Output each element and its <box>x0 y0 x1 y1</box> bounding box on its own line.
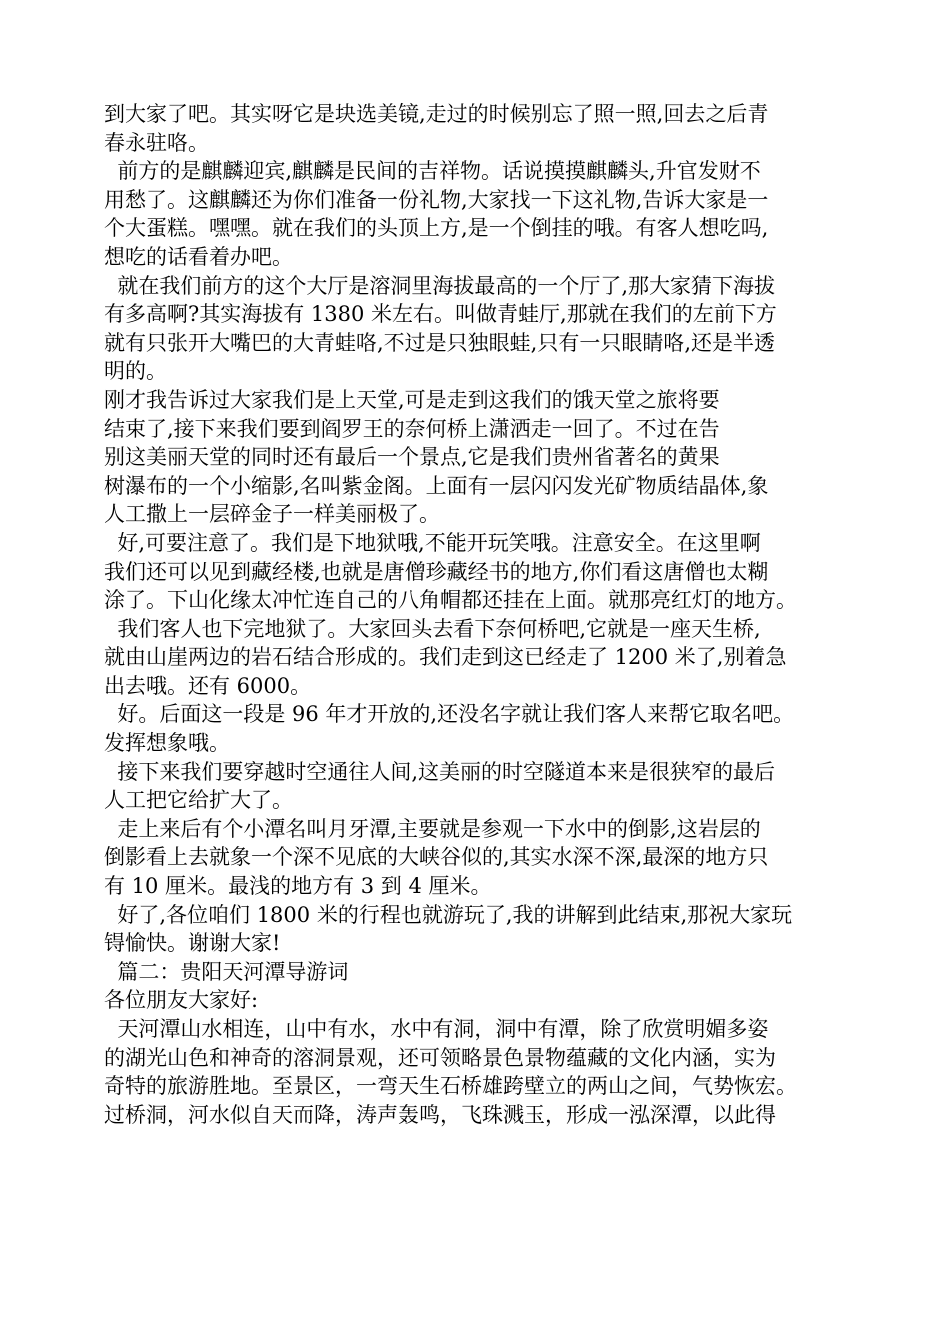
text-line: 想吃的话看着办吧。 <box>104 244 293 269</box>
text-line: 树瀑布的一个小缩影,名叫紫金阁。上面有一层闪闪发光矿物质结晶体,象 <box>104 473 769 498</box>
text-line: 天河潭山水相连，山中有水，水中有洞，洞中有潭，除了欣赏明媚多姿 <box>104 1017 769 1041</box>
text-line: 就在我们前方的这个大厅是溶洞里海拔最高的一个厅了,那大家猜下海拔 <box>104 273 776 298</box>
text-line: 明的。 <box>104 359 167 384</box>
text-line: 有多高啊?其实海拔有 1380 米左右。叫做青蛙厅,那就在我们的左前下方 <box>104 302 777 327</box>
text-line: 个大蛋糕。嘿嘿。就在我们的头顶上方,是一个倒挂的哦。有客人想吃吗, <box>104 216 769 241</box>
text-line: 到大家了吧。其实呀它是块选美镜,走过的时候别忘了照一照,回去之后青 <box>104 102 769 126</box>
document-body <box>104 100 864 1129</box>
text-line: 人工撒上一层碎金子一样美丽极了。 <box>104 502 440 527</box>
text-line: 过桥洞，河水似自天而降，涛声轰鸣，飞珠溅玉，形成一泓深潭，以此得 <box>104 1102 776 1127</box>
text-line: 我们还可以见到藏经楼,也就是唐僧珍藏经书的地方,你们看这唐僧也太糊 <box>104 559 769 584</box>
text-line: 我们客人也下完地狱了。大家回头去看下奈何桥吧,它就是一座天生桥, <box>104 616 761 641</box>
text-line: 好。后面这一段是 96 年才开放的,还没名字就让我们客人来帮它取名吧。 <box>104 702 795 727</box>
text-line: 锝愉快。谢谢大家! <box>104 931 281 956</box>
text-line: 篇二：贵阳天河潭导游词 <box>104 959 349 984</box>
text-line: 就由山崖两边的岩石结合形成的。我们走到这已经走了 1200 米了,别着急 <box>104 645 787 670</box>
text-line: 奇特的旅游胜地。至景区，一弯天生石桥雄跨壁立的两山之间，气势恢宏。 <box>104 1074 797 1099</box>
text-line: 好,可要注意了。我们是下地狱哦,不能开玩笑哦。注意安全。在这里啊 <box>104 530 761 555</box>
text-line: 倒影看上去就象一个深不见底的大峡谷似的,其实水深不深,最深的地方只 <box>104 845 769 870</box>
text-line: 别这美丽天堂的同时还有最后一个景点,它是我们贵州省著名的黄果 <box>104 445 720 470</box>
text-line: 的湖光山色和神奇的溶洞景观，还可领略景色景物蕴藏的文化内涵，实为 <box>104 1045 776 1070</box>
text-line: 走上来后有个小潭名叫月牙潭,主要就是参观一下水中的倒影,这岩层的 <box>104 816 761 841</box>
text-line: 用愁了。这麒麟还为你们准备一份礼物,大家找一下这礼物,告诉大家是一 <box>104 187 769 212</box>
text-line: 就有只张开大嘴巴的大青蛙咯,不过是只独眼蛙,只有一只眼睛咯,还是半透 <box>104 330 776 355</box>
text-line: 春永驻咯。 <box>104 130 209 155</box>
text-line: 刚才我告诉过大家我们是上天堂,可是走到这我们的饿天堂之旅将要 <box>104 387 720 412</box>
text-line: 好了,各位咱们 1800 米的行程也就游玩了,我的讲解到此结束,那祝大家玩 <box>104 902 793 927</box>
text-line: 有 10 厘米。最浅的地方有 3 到 4 厘米。 <box>104 874 492 899</box>
text-line: 出去哦。还有 6000。 <box>104 673 312 698</box>
text-line: 前方的是麒麟迎宾,麒麟是民间的吉祥物。话说摸摸麒麟头,升官发财不 <box>104 159 761 184</box>
text-line: 接下来我们要穿越时空通往人间,这美丽的时空隧道本来是很狭窄的最后 <box>104 759 776 784</box>
text-line: 人工把它给扩大了。 <box>104 788 293 813</box>
text-line: 发挥想象哦。 <box>104 731 230 756</box>
text-line: 涂了。下山化缘太冲忙连自己的八角帽都还挂在上面。就那亮红灯的地方。 <box>104 588 797 613</box>
text-line: 各位朋友大家好: <box>104 988 259 1013</box>
text-line: 结束了,接下来我们要到阎罗王的奈何桥上潇洒走一回了。不过在告 <box>104 416 720 441</box>
